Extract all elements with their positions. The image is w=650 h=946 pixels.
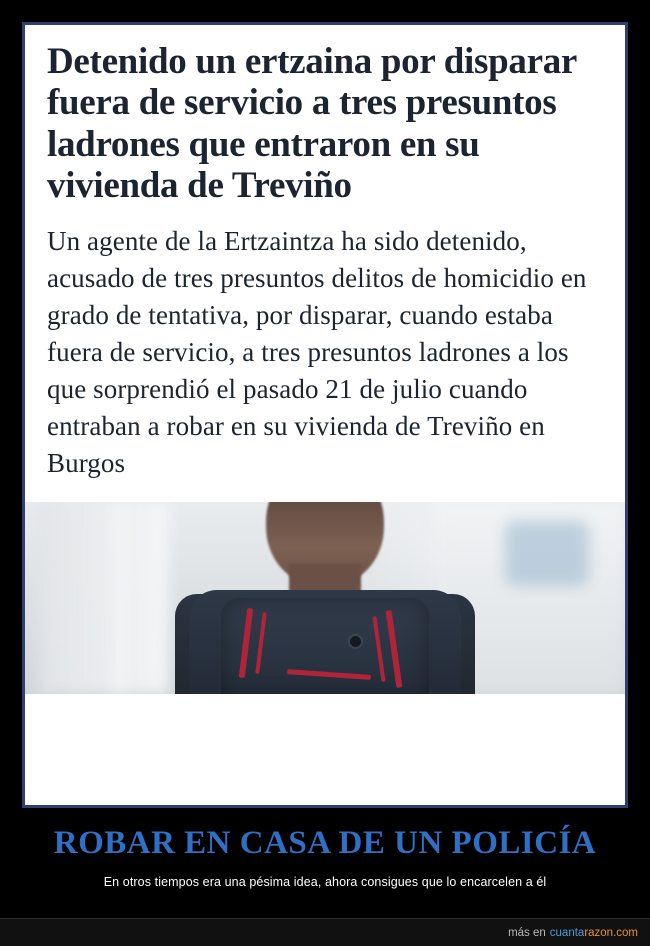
footer-brand[interactable] <box>550 927 638 939</box>
background-door-shape <box>37 502 169 694</box>
article-photo <box>25 502 625 694</box>
police-officer-figure <box>175 502 475 694</box>
caption-block <box>0 808 650 889</box>
officer-vest <box>221 598 429 694</box>
footer-brand-suffix: razon.com <box>584 926 638 939</box>
vest-button <box>350 636 361 647</box>
article-subhead: Un agente de la Ertzaintza ha sido detenido, acusado de tres presuntos delitos de homicidio en grado de tentativa, por disparar, cuando estaba fuera de servicio, a tres presuntos ladrones a los que sorprendió el pasado 21 de julio cuando entraban a robar en su vivienda de Treviño en Burgos <box>47 225 587 478</box>
background-blue-shape <box>505 521 589 586</box>
vest-stripe <box>386 610 403 688</box>
vest-stripe <box>239 608 253 678</box>
article-headline: Detenido un ertzaina por disparar fuera de servicio a tres presuntos ladrones que entraron en su vivienda de Treviño <box>47 41 577 207</box>
footer-bar <box>0 918 650 946</box>
background-pole-shape <box>115 502 125 694</box>
footer-brand-prefix: cuanta <box>549 926 585 939</box>
caption-title: ROBAR EN CASA DE UN POLICÍA <box>53 825 597 861</box>
article-card-inner <box>25 25 625 482</box>
article-card <box>22 22 628 808</box>
vest-stripe <box>255 612 267 674</box>
footer-more-label: más en <box>508 926 546 939</box>
vest-stripe <box>372 616 385 682</box>
vest-stripe <box>287 669 371 680</box>
caption-subtitle: En otros tiempos era una pésima idea, ahora consigues que lo encarcelen a él <box>103 874 547 889</box>
photo-background <box>25 502 625 694</box>
